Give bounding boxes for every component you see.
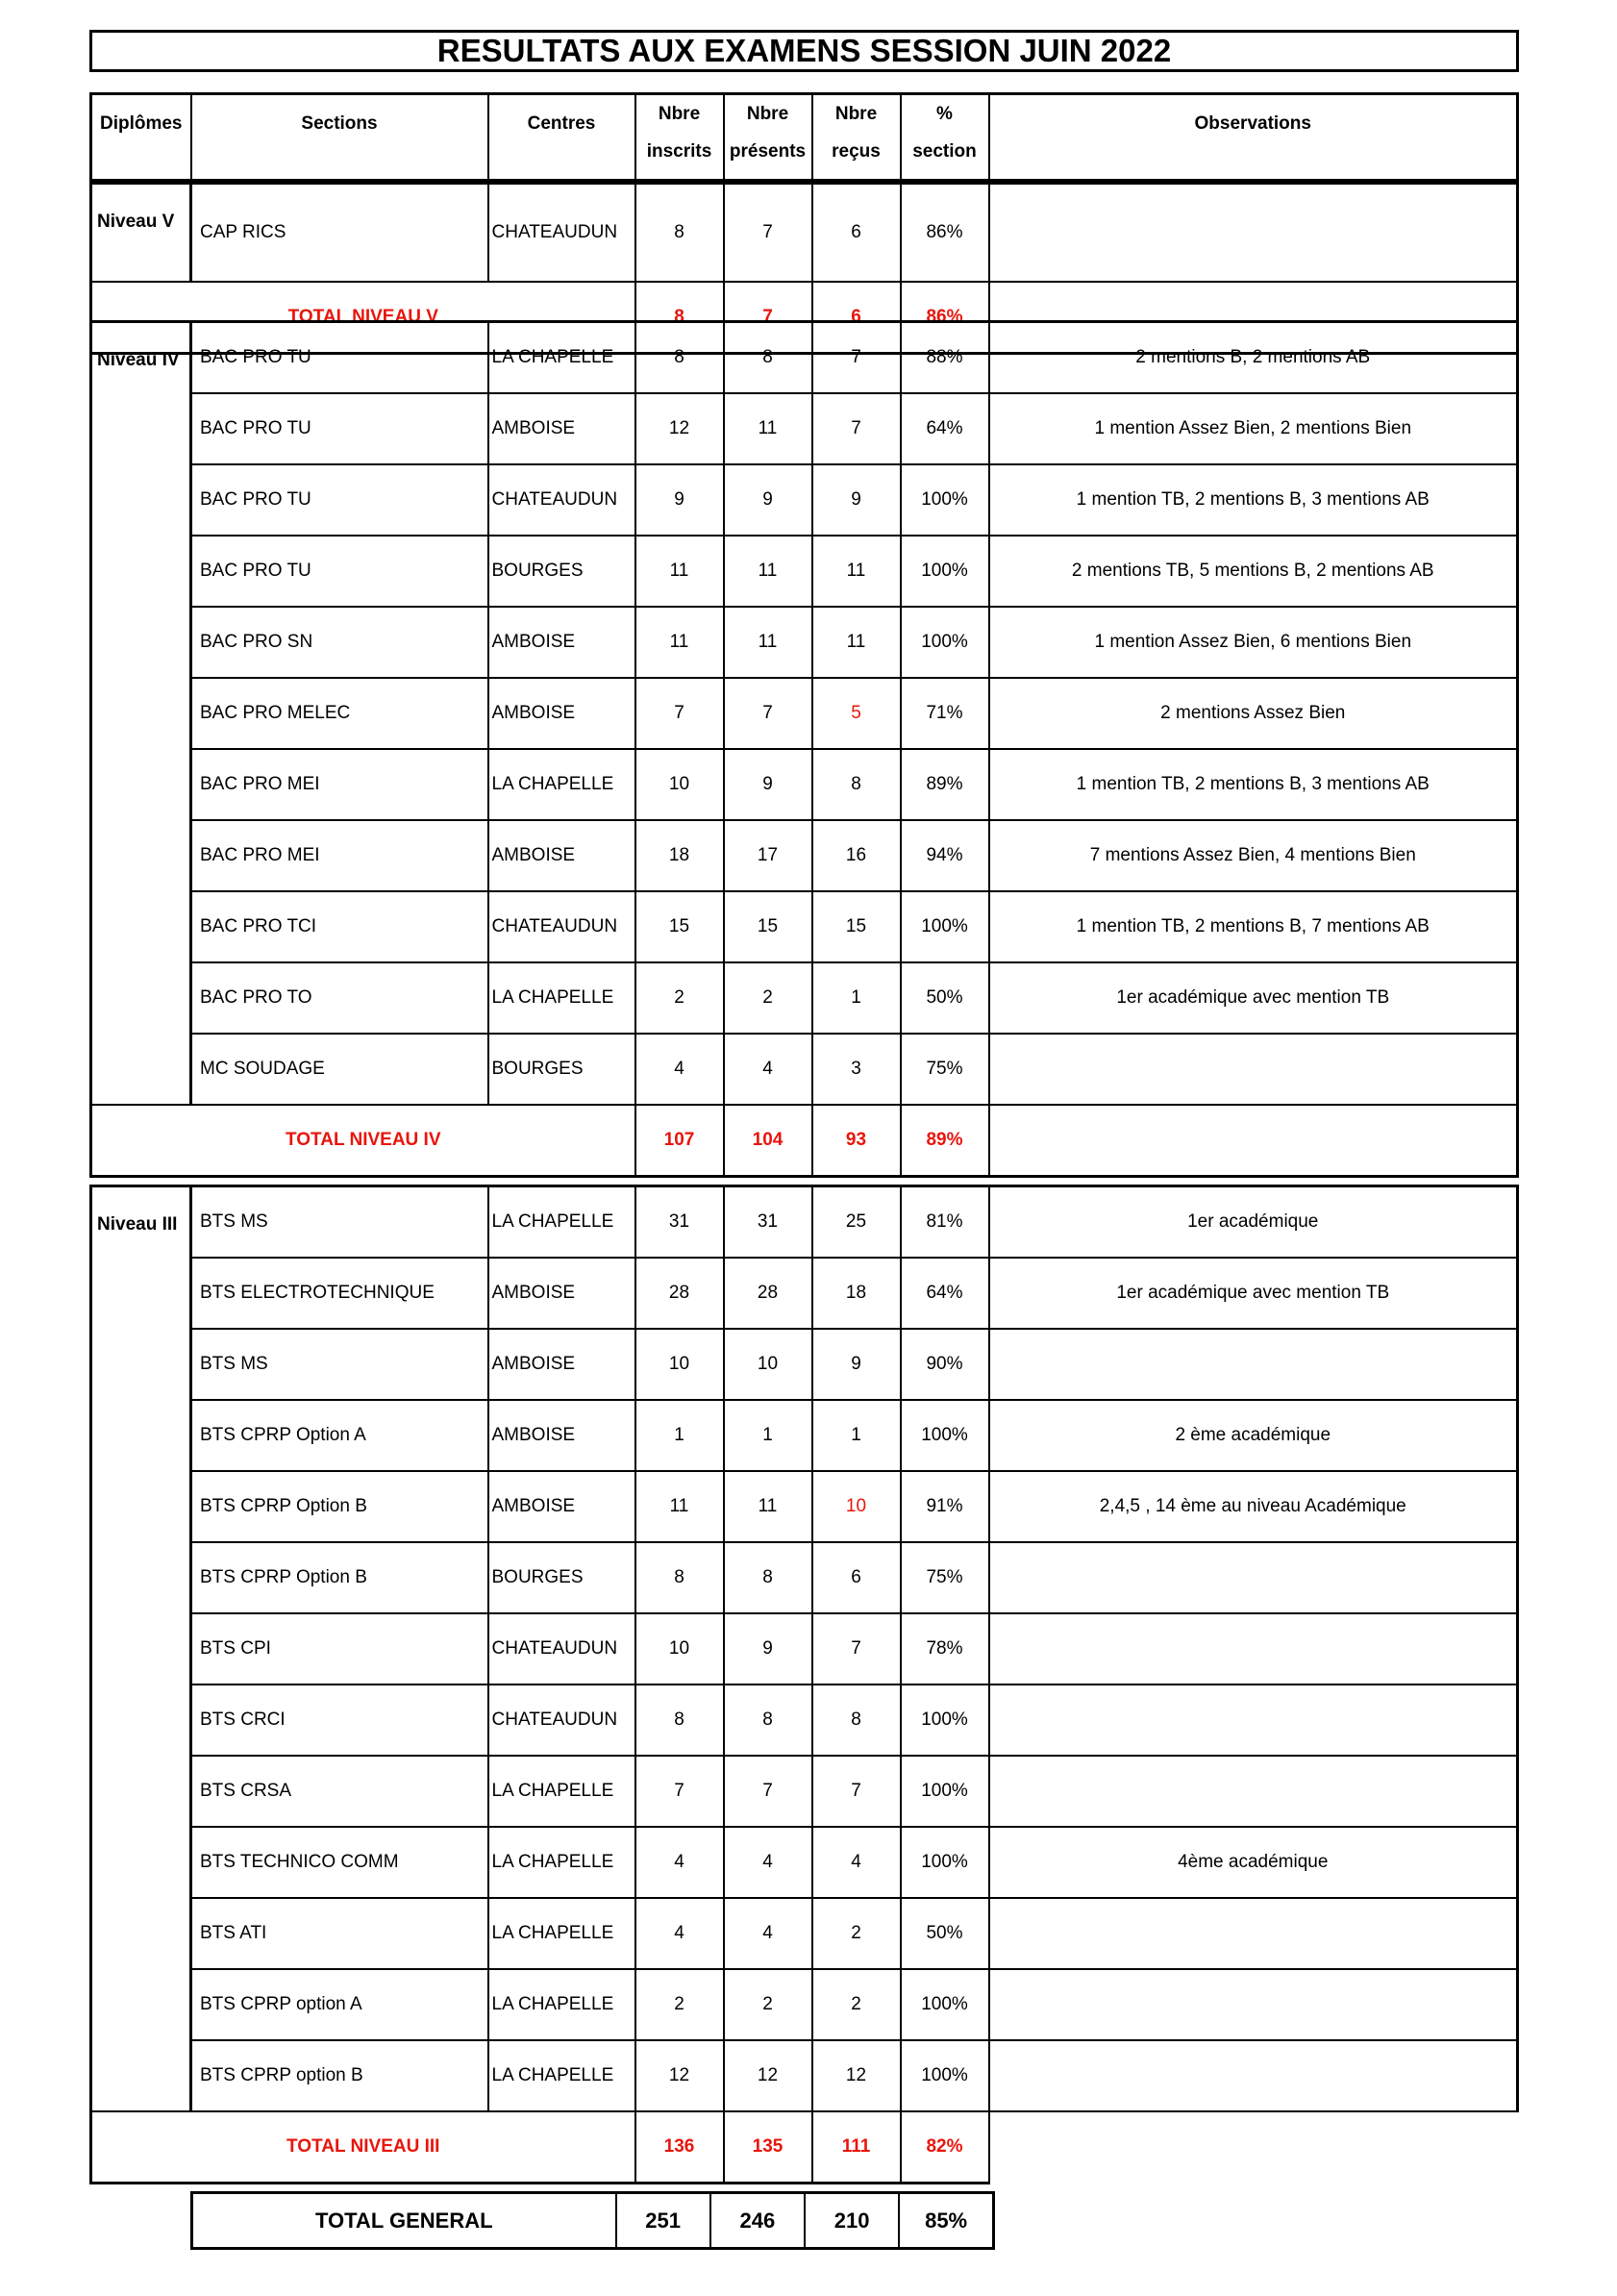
total-presents: 135 [724, 2111, 812, 2184]
pct-cell: 64% [901, 1258, 989, 1329]
pct-cell: 100% [901, 1827, 989, 1898]
section-cell: BTS CPRP option A [191, 1969, 488, 2040]
inscrits-cell: 28 [635, 1258, 724, 1329]
pct-cell: 100% [901, 2040, 989, 2111]
table-row [91, 1827, 1518, 1898]
section-cell: MC SOUDAGE [191, 1034, 488, 1105]
presents-cell: 11 [724, 1471, 812, 1542]
table-row [91, 1613, 1518, 1685]
presents-cell: 7 [724, 184, 812, 283]
presents-cell: 7 [724, 1756, 812, 1827]
recus-cell: 25 [812, 1186, 901, 1259]
inscrits-cell: 12 [635, 2040, 724, 2111]
table-row [91, 1756, 1518, 1827]
observation-cell: 1er académique avec mention TB [989, 962, 1518, 1034]
table-row [91, 1258, 1518, 1329]
table-row [91, 1329, 1518, 1400]
header-centres: Centres [488, 94, 635, 181]
total-inscrits: 107 [635, 1105, 724, 1177]
centre-cell: AMBOISE [488, 1329, 635, 1400]
table-row [91, 749, 1518, 820]
total-recus: 93 [812, 1105, 901, 1177]
observation-cell: 1er académique avec mention TB [989, 1258, 1518, 1329]
section-cell: BAC PRO TU [191, 393, 488, 464]
centre-cell: LA CHAPELLE [488, 962, 635, 1034]
header-inscrits-line2: inscrits [646, 141, 712, 162]
pct-cell: 91% [901, 1471, 989, 1542]
pct-cell: 64% [901, 393, 989, 464]
header-pct [901, 94, 989, 181]
observation-cell [989, 1756, 1518, 1827]
presents-cell: 4 [724, 1034, 812, 1105]
total-general-table [190, 2191, 995, 2250]
total-row [91, 2111, 1518, 2184]
header-recus-line1: Nbre [834, 104, 878, 124]
total-recus: 6 [812, 282, 901, 354]
inscrits-cell: 18 [635, 820, 724, 891]
section-cell: BAC PRO TO [191, 962, 488, 1034]
inscrits-cell: 31 [635, 1186, 724, 1259]
total-pct: 89% [901, 1105, 989, 1177]
section-cell: BTS CPRP Option A [191, 1400, 488, 1471]
recus-cell: 7 [812, 1756, 901, 1827]
table-row [91, 820, 1518, 891]
recus-cell: 4 [812, 1827, 901, 1898]
inscrits-cell: 7 [635, 678, 724, 749]
table-row [91, 1969, 1518, 2040]
presents-cell: 4 [724, 1827, 812, 1898]
section-cell: BTS CPRP option B [191, 2040, 488, 2111]
pct-cell: 81% [901, 1186, 989, 1259]
presents-cell: 2 [724, 962, 812, 1034]
total-observation-cell [989, 2111, 1518, 2184]
observation-cell [989, 1685, 1518, 1756]
observation-cell [989, 1542, 1518, 1613]
pct-cell: 90% [901, 1329, 989, 1400]
centre-cell: LA CHAPELLE [488, 1827, 635, 1898]
centre-cell: AMBOISE [488, 1471, 635, 1542]
centre-cell: CHATEAUDUN [488, 184, 635, 283]
header-table [89, 92, 1519, 182]
presents-cell: 9 [724, 749, 812, 820]
presents-cell: 2 [724, 1969, 812, 2040]
pct-cell: 100% [901, 607, 989, 678]
total-inscrits: 136 [635, 2111, 724, 2184]
inscrits-cell: 4 [635, 1827, 724, 1898]
recus-cell: 9 [812, 1329, 901, 1400]
header-recus [812, 94, 901, 181]
header-inscrits-line1: Nbre [658, 104, 701, 124]
observation-cell [989, 1034, 1518, 1105]
inscrits-cell: 8 [635, 1542, 724, 1613]
table-row [91, 607, 1518, 678]
table-row [91, 1898, 1518, 1969]
inscrits-cell: 11 [635, 1471, 724, 1542]
inscrits-cell: 8 [635, 184, 724, 283]
pct-cell: 89% [901, 749, 989, 820]
recus-cell: 6 [812, 184, 901, 283]
header-inscrits [635, 94, 724, 181]
presents-cell: 11 [724, 393, 812, 464]
centre-cell: LA CHAPELLE [488, 1969, 635, 2040]
pct-cell: 75% [901, 1034, 989, 1105]
observation-cell: 4ème académique [989, 1827, 1518, 1898]
header-presents [724, 94, 812, 181]
inscrits-cell: 10 [635, 1613, 724, 1685]
table-row [91, 1400, 1518, 1471]
observation-cell: 1er académique [989, 1186, 1518, 1259]
section-cell: BAC PRO MEI [191, 749, 488, 820]
centre-cell: AMBOISE [488, 1400, 635, 1471]
recus-cell: 7 [812, 1613, 901, 1685]
centre-cell: AMBOISE [488, 393, 635, 464]
observation-cell: 7 mentions Assez Bien, 4 mentions Bien [989, 820, 1518, 891]
total-general-label: TOTAL GENERAL [192, 2193, 616, 2249]
recus-cell: 5 [812, 678, 901, 749]
observation-cell [989, 184, 1518, 283]
observation-cell: 1 mention TB, 2 mentions B, 3 mentions AB [989, 464, 1518, 536]
header-presents-line1: Nbre [746, 104, 789, 124]
observation-cell: 2 ème académique [989, 1400, 1518, 1471]
table-row [91, 1186, 1518, 1259]
header-recus-line2: reçus [832, 141, 881, 162]
section-cell: BTS TECHNICO COMM [191, 1827, 488, 1898]
total-label: TOTAL NIVEAU III [91, 2111, 635, 2184]
pct-cell: 50% [901, 962, 989, 1034]
inscrits-cell: 9 [635, 464, 724, 536]
total-recus: 111 [812, 2111, 901, 2184]
centre-cell: LA CHAPELLE [488, 1756, 635, 1827]
table-row [91, 464, 1518, 536]
pct-cell: 100% [901, 1400, 989, 1471]
header-diplomes: Diplômes [91, 94, 191, 181]
inscrits-cell: 10 [635, 749, 724, 820]
header-presents-line2: présents [729, 141, 807, 162]
level-label: Niveau III [91, 1186, 191, 2112]
inscrits-cell: 4 [635, 1898, 724, 1969]
total-general-recus: 210 [805, 2193, 899, 2249]
centre-cell: LA CHAPELLE [488, 2040, 635, 2111]
table-row [91, 891, 1518, 962]
table-row [91, 184, 1518, 283]
total-general-row [192, 2193, 994, 2249]
section-cell: BTS MS [191, 1186, 488, 1259]
inscrits-cell: 11 [635, 536, 724, 607]
centre-cell: BOURGES [488, 1034, 635, 1105]
presents-cell: 8 [724, 322, 812, 394]
header-observations: Observations [989, 94, 1518, 181]
page-title: RESULTATS AUX EXAMENS SESSION JUIN 2022 [89, 30, 1519, 72]
centre-cell: LA CHAPELLE [488, 749, 635, 820]
centre-cell: CHATEAUDUN [488, 1613, 635, 1685]
observation-cell: 2 mentions Assez Bien [989, 678, 1518, 749]
presents-cell: 15 [724, 891, 812, 962]
centre-cell: AMBOISE [488, 1258, 635, 1329]
section-cell: BTS CPI [191, 1613, 488, 1685]
centre-cell: CHATEAUDUN [488, 1685, 635, 1756]
section-cell: CAP RICS [191, 184, 488, 283]
recus-cell: 3 [812, 1034, 901, 1105]
section-cell: BAC PRO SN [191, 607, 488, 678]
observation-cell [989, 2040, 1518, 2111]
section-cell: BAC PRO TCI [191, 891, 488, 962]
section-cell: BTS CPRP Option B [191, 1471, 488, 1542]
table-row [91, 1542, 1518, 1613]
inscrits-cell: 1 [635, 1400, 724, 1471]
presents-cell: 10 [724, 1329, 812, 1400]
inscrits-cell: 4 [635, 1034, 724, 1105]
inscrits-cell: 12 [635, 393, 724, 464]
pct-cell: 71% [901, 678, 989, 749]
recus-cell: 15 [812, 891, 901, 962]
pct-cell: 100% [901, 891, 989, 962]
table-row [91, 1471, 1518, 1542]
section-cell: BAC PRO TU [191, 536, 488, 607]
centre-cell: LA CHAPELLE [488, 322, 635, 394]
observation-cell: 1 mention TB, 2 mentions B, 3 mentions AB [989, 749, 1518, 820]
recus-cell: 8 [812, 749, 901, 820]
recus-cell: 6 [812, 1542, 901, 1613]
table-row [91, 1685, 1518, 1756]
presents-cell: 7 [724, 678, 812, 749]
inscrits-cell: 8 [635, 322, 724, 394]
header-sections: Sections [191, 94, 488, 181]
section-cell: BAC PRO MEI [191, 820, 488, 891]
observation-cell [989, 1613, 1518, 1685]
observation-cell [989, 1969, 1518, 2040]
total-general-pct: 85% [899, 2193, 993, 2249]
recus-cell: 10 [812, 1471, 901, 1542]
total-general-presents: 246 [710, 2193, 805, 2249]
recus-cell: 11 [812, 607, 901, 678]
inscrits-cell: 2 [635, 962, 724, 1034]
presents-cell: 9 [724, 1613, 812, 1685]
recus-cell: 9 [812, 464, 901, 536]
recus-cell: 1 [812, 962, 901, 1034]
centre-cell: CHATEAUDUN [488, 891, 635, 962]
pct-cell: 100% [901, 1685, 989, 1756]
table-row [91, 962, 1518, 1034]
centre-cell: BOURGES [488, 1542, 635, 1613]
section-cell: BTS CRSA [191, 1756, 488, 1827]
section-cell: BTS ATI [191, 1898, 488, 1969]
pct-cell: 100% [901, 1969, 989, 2040]
pct-cell: 100% [901, 464, 989, 536]
presents-cell: 28 [724, 1258, 812, 1329]
recus-cell: 18 [812, 1258, 901, 1329]
centre-cell: AMBOISE [488, 820, 635, 891]
pct-cell: 100% [901, 1756, 989, 1827]
inscrits-cell: 8 [635, 1685, 724, 1756]
header-pct-line1: % [936, 104, 953, 124]
section-cell: BTS CPRP Option B [191, 1542, 488, 1613]
section-cell: BAC PRO TU [191, 322, 488, 394]
recus-cell: 11 [812, 536, 901, 607]
table-row [91, 393, 1518, 464]
recus-cell: 2 [812, 1898, 901, 1969]
total-observation-cell [989, 1105, 1518, 1177]
observation-cell: 1 mention Assez Bien, 6 mentions Bien [989, 607, 1518, 678]
observation-cell: 2 mentions B, 2 mentions AB [989, 322, 1518, 394]
pct-cell: 100% [901, 536, 989, 607]
recus-cell: 12 [812, 2040, 901, 2111]
inscrits-cell: 15 [635, 891, 724, 962]
recus-cell: 7 [812, 322, 901, 394]
pct-cell: 86% [901, 184, 989, 283]
presents-cell: 8 [724, 1542, 812, 1613]
section-cell: BTS MS [191, 1329, 488, 1400]
pct-cell: 94% [901, 820, 989, 891]
recus-cell: 16 [812, 820, 901, 891]
total-label: TOTAL NIVEAU IV [91, 1105, 635, 1177]
centre-cell: BOURGES [488, 536, 635, 607]
section-cell: BAC PRO MELEC [191, 678, 488, 749]
recus-cell: 8 [812, 1685, 901, 1756]
inscrits-cell: 7 [635, 1756, 724, 1827]
header-pct-line2: section [912, 141, 977, 162]
presents-cell: 17 [724, 820, 812, 891]
observation-cell: 1 mention Assez Bien, 2 mentions Bien [989, 393, 1518, 464]
total-pct: 82% [901, 2111, 989, 2184]
presents-cell: 11 [724, 607, 812, 678]
level-label: Niveau IV [91, 322, 191, 1106]
presents-cell: 9 [724, 464, 812, 536]
section-cell: BAC PRO TU [191, 464, 488, 536]
table-row [91, 322, 1518, 394]
presents-cell: 11 [724, 536, 812, 607]
inscrits-cell: 11 [635, 607, 724, 678]
group-table-3 [89, 1185, 1519, 2184]
table-row [91, 536, 1518, 607]
observation-cell: 2 mentions TB, 5 mentions B, 2 mentions AB [989, 536, 1518, 607]
table-row [91, 2040, 1518, 2111]
centre-cell: LA CHAPELLE [488, 1186, 635, 1259]
pct-cell: 88% [901, 322, 989, 394]
total-presents: 104 [724, 1105, 812, 1177]
recus-cell: 7 [812, 393, 901, 464]
section-cell: BTS ELECTROTECHNIQUE [191, 1258, 488, 1329]
level-label: Niveau V [91, 184, 191, 283]
observation-cell: 2,4,5 , 14 ème au niveau Académique [989, 1471, 1518, 1542]
presents-cell: 8 [724, 1685, 812, 1756]
recus-cell: 1 [812, 1400, 901, 1471]
total-inscrits: 8 [635, 282, 724, 354]
presents-cell: 12 [724, 2040, 812, 2111]
total-pct: 86% [901, 282, 989, 354]
pct-cell: 50% [901, 1898, 989, 1969]
inscrits-cell: 2 [635, 1969, 724, 2040]
pct-cell: 78% [901, 1613, 989, 1685]
pct-cell: 75% [901, 1542, 989, 1613]
total-row [91, 1105, 1518, 1177]
centre-cell: CHATEAUDUN [488, 464, 635, 536]
total-presents: 7 [724, 282, 812, 354]
section-cell: BTS CRCI [191, 1685, 488, 1756]
observation-cell [989, 1329, 1518, 1400]
centre-cell: LA CHAPELLE [488, 1898, 635, 1969]
centre-cell: AMBOISE [488, 678, 635, 749]
presents-cell: 1 [724, 1400, 812, 1471]
recus-cell: 2 [812, 1969, 901, 2040]
observation-cell: 1 mention TB, 2 mentions B, 7 mentions AB [989, 891, 1518, 962]
inscrits-cell: 10 [635, 1329, 724, 1400]
total-general-inscrits: 251 [616, 2193, 710, 2249]
centre-cell: AMBOISE [488, 607, 635, 678]
presents-cell: 4 [724, 1898, 812, 1969]
group-table-2 [89, 320, 1519, 1178]
observation-cell [989, 1898, 1518, 1969]
total-label: TOTAL NIVEAU V [91, 282, 635, 354]
presents-cell: 31 [724, 1186, 812, 1259]
table-row [91, 678, 1518, 749]
table-row [91, 1034, 1518, 1105]
